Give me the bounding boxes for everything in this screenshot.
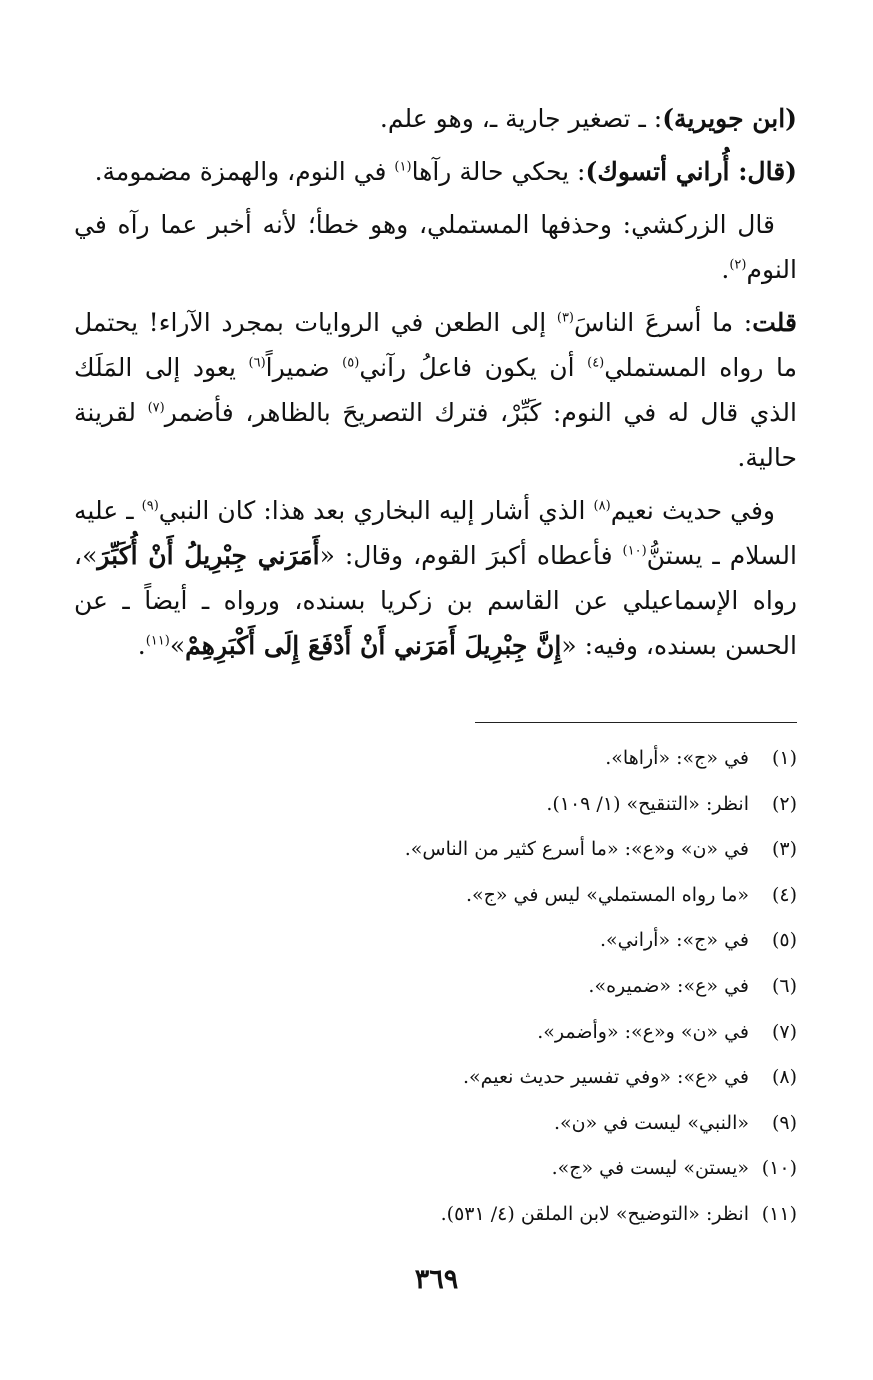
- footnote-item: [74, 736, 797, 782]
- footnote-item: [74, 1192, 797, 1238]
- paragraph-ibn-juwayriya: [74, 96, 797, 141]
- footnote-text: «يستن» ليست في «ج».: [551, 1157, 749, 1180]
- footnote-ref[interactable]: (١): [394, 159, 412, 175]
- footnotes-list: [74, 736, 797, 1238]
- paragraph-qultu: [74, 300, 797, 480]
- page-number: ٣٦٩: [414, 1264, 459, 1295]
- hadith-quote: أَمَرَني جِبْرِيلُ أَنْ أُكَبِّرَ: [97, 541, 320, 570]
- footnote-number: (٧): [771, 1020, 797, 1043]
- footnote-number: (٢): [771, 792, 797, 815]
- footnote-number: (٨): [771, 1066, 797, 1089]
- paragraph-text: .: [721, 255, 730, 284]
- footnote-ref[interactable]: (٨): [593, 498, 611, 514]
- footnote-ref[interactable]: (٩): [141, 498, 159, 514]
- paragraph-text: : ما أسرعَ الناسَ: [574, 308, 753, 337]
- paragraph-text: : يحكي حالة رآها: [411, 157, 586, 186]
- paragraph-text: إلى الطعن في الروايات بمجرد الآراء! يحتمل ما رواه المستملي: [74, 308, 797, 382]
- footnote-item: [74, 918, 797, 964]
- footnote-text: في «ن» و«ع»: «وأضمر».: [537, 1020, 749, 1043]
- paragraph-lead: (قال: أُراني أتسوك): [585, 157, 797, 186]
- footnote-number: (١): [771, 747, 797, 769]
- footnote-separator: [475, 722, 797, 723]
- footnote-ref[interactable]: (٦): [248, 355, 266, 371]
- footnote-item: [74, 827, 797, 873]
- footnote-ref[interactable]: (٣): [556, 310, 574, 326]
- footnote-number: (١١): [761, 1202, 797, 1225]
- footnote-ref[interactable]: (٧): [147, 400, 165, 416]
- footnote-item: [74, 1101, 797, 1147]
- footnote-number: (١٠): [761, 1157, 797, 1180]
- paragraph-hadith-nuaym: [74, 488, 797, 668]
- paragraph-text: : ـ تصغير جارية ـ، وهو علم.: [379, 104, 663, 133]
- paragraph-lead: (ابن جويرية): [662, 104, 797, 133]
- paragraph-text: »، رواه الإسماعيلي عن القاسم بن زكريا بسنده، ورواه ـ أيضاً ـ عن الحسن بسنده، وفيه: «: [74, 541, 797, 660]
- footnote-ref[interactable]: (٥): [342, 355, 360, 371]
- footnote-item: [74, 964, 797, 1010]
- footnote-text: في «ن» و«ع»: «ما أسرع كثير من الناس».: [404, 838, 749, 861]
- footnote-number: (٣): [771, 838, 797, 861]
- footnote-ref[interactable]: (٤): [587, 355, 605, 371]
- footnote-text: «ما رواه المستملي» ليس في «ج».: [465, 883, 749, 906]
- footnote-item: [74, 1146, 797, 1192]
- paragraph-text: أن يكون فاعلُ رآني: [359, 353, 588, 382]
- footnote-number: (٤): [771, 883, 797, 906]
- footnote-ref[interactable]: (٢): [729, 257, 747, 273]
- paragraph-lead: قلت: [752, 308, 797, 337]
- paragraph-text: في النوم، والهمزة مضمومة.: [94, 157, 395, 186]
- footnote-text: في «ع»: «وفي تفسير حديث نعيم».: [462, 1066, 749, 1089]
- paragraph-text: ضميراً: [265, 353, 343, 382]
- footnote-number: (٦): [771, 974, 797, 997]
- footnote-item: [74, 782, 797, 828]
- paragraph-arani-atasawwak: [74, 149, 797, 194]
- paragraph-text: الذي أشار إليه البخاري بعد هذا: كان النبي: [158, 496, 594, 525]
- footnote-number: (٩): [771, 1111, 797, 1134]
- footnote-text: انظر: «التوضيح» لابن الملقن (٤/ ٥٣١).: [440, 1202, 749, 1225]
- footnote-text: انظر: «التنقيح» (١/ ١٠٩).: [546, 792, 749, 815]
- paragraph-text: فأعطاه أكبرَ القوم، وقال: «: [319, 541, 623, 570]
- footnote-text: «النبي» ليست في «ن».: [553, 1111, 749, 1134]
- hadith-quote: إِنَّ جِبْرِيلَ أَمَرَني أَنْ أَدْفَعَ إِلَى أَكْبَرِهِمْ: [185, 631, 562, 660]
- footnote-text: في «ع»: «ضميره».: [588, 974, 749, 997]
- footnote-ref[interactable]: (١١): [145, 633, 170, 649]
- paragraph-text: وفي حديث نعيم: [610, 496, 776, 525]
- paragraph-text: يعود إلى المَلَك الذي قال له في النوم: كَبِّرْ، فترك التصريحَ بالظاهر، فأضمر: [74, 353, 797, 427]
- footnote-item: [74, 1010, 797, 1056]
- footnote-item: [74, 1055, 797, 1101]
- paragraph-zarkashi: [74, 202, 797, 292]
- paragraph-text: »: [169, 631, 186, 660]
- paragraph-text: لقرينة حالية.: [74, 398, 797, 472]
- footnote-text: في «ج»: «أراني».: [599, 929, 749, 952]
- footnote-item: [74, 873, 797, 919]
- paragraph-text: .: [137, 631, 146, 660]
- footnote-ref[interactable]: (١٠): [622, 543, 647, 559]
- paragraph-text: ـ عليه السلام ـ يستنُّ: [74, 496, 797, 570]
- footnote-number: (٥): [771, 929, 797, 952]
- paragraph-text: قال الزركشي: وحذفها المستملي، وهو خطأ؛ لأنه أخبر عما رآه في النوم: [74, 210, 797, 284]
- main-text: [74, 96, 797, 676]
- footnote-text: في «ج»: «أراها».: [605, 747, 749, 769]
